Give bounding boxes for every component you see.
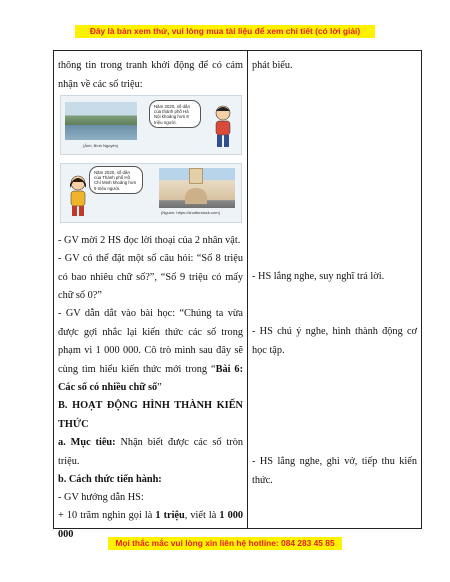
illustration-hanoi (60, 95, 242, 155)
section-b-heading: B. HOẠT ĐỘNG HÌNH THÀNH KIẾN THỨC (58, 400, 243, 430)
lesson-table (53, 50, 422, 540)
clock-tower (189, 168, 203, 184)
student-response-1: phát biểu. (252, 60, 293, 71)
hanoi-photo (65, 102, 137, 140)
paragraph-invite-students: - GV mời 2 HS đọc lời thoại của 2 nhân vật. (58, 235, 241, 246)
speech-bubble: Năm 2020, số dân của thành phố Hà Nội khoảng hơn 8 triệu người. (149, 100, 201, 128)
intro-text: thông tin trong tranh khởi động để có cảm nhận về các số triệu: (58, 60, 243, 90)
paragraph-questions: - GV có thể đặt một số câu hỏi: “Số 8 triệu có bao nhiêu chữ số?”, “Số 9 triệu có mấy chữ số 0?” (58, 253, 243, 301)
teacher-activity-cell (54, 51, 248, 540)
boy-character-icon (209, 102, 237, 150)
student-response-4: - HS lắng nghe, ghi vở, tiếp thu kiến thức. (252, 456, 417, 486)
speech-bubble: Năm 2020, số dân của Thành phố Hồ Chí Minh khoảng hơn 9 triệu người. (89, 166, 143, 194)
student-activity-cell (248, 51, 422, 529)
paragraph-lead-in: - GV dẫn dắt vào bài học: “Chúng ta vừa được gợi nhắc lại kiến thức các số trong phạm vi 1 000 000. Cô trò mình sau đây sẽ cùng tìm hiểu kiến thức mới trong “Bài 6: Các số có nhiều chữ số” (58, 308, 243, 393)
procedure-heading: b. Cách thức tiến hành: (58, 474, 162, 485)
girl-character-icon (65, 172, 91, 218)
illustration-hcmc (60, 163, 242, 223)
objective-text: a. Mục tiêu: Nhận biết được các số tròn triệu. (58, 437, 243, 467)
hotline-banner: Mọi thắc mắc vui lòng xin liên hệ hotline: 084 283 45 85 (108, 537, 342, 550)
market-arch (185, 188, 207, 204)
million-definition: + 10 trăm nghìn gọi là 1 triệu, viết là 1 000 000 (58, 510, 244, 540)
student-response-2: - HS lắng nghe, suy nghĩ trả lời. (252, 271, 385, 282)
preview-banner: Đây là bản xem thử, vui lòng mua tài liệu để xem chi tiết (có lời giải) (75, 25, 375, 38)
photo-caption: (Nguồn: https://shutterstock.com) (161, 210, 220, 215)
student-response-3: - HS chú ý nghe, hình thành động cơ học tập. (252, 326, 417, 356)
photo-caption: (Ảnh: Bình Nguyên) (83, 143, 119, 148)
teacher-guide-text: - GV hướng dẫn HS: (58, 492, 144, 503)
